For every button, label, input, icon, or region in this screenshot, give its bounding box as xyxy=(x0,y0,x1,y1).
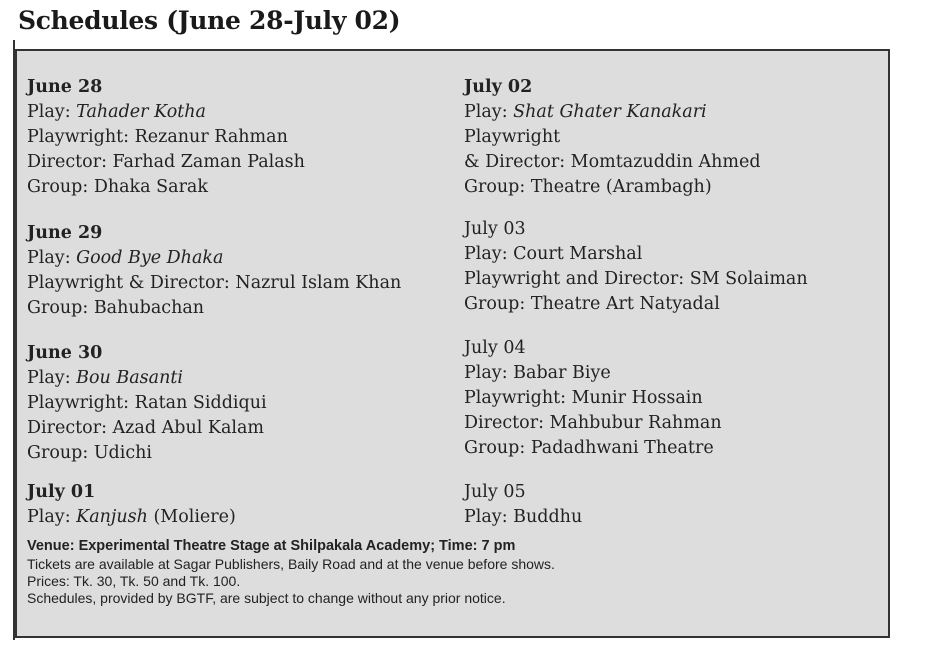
entry-line: Playwright and Director: SM Solaiman xyxy=(464,269,808,289)
entry-date: July 05 xyxy=(464,482,526,502)
entry-line: Play: Buddhu xyxy=(464,507,583,527)
tickets-line: Tickets are available at Sagar Publishers, Baily Road and at the venue before shows. xyxy=(27,556,555,572)
entry-line: Group: Bahubachan xyxy=(27,298,205,318)
play-label: Play: xyxy=(464,102,514,122)
entry-play xyxy=(27,246,401,271)
entry-date: June 28 xyxy=(27,77,103,97)
page-title: Schedules (June 28-July 02) xyxy=(18,6,401,35)
entry-play xyxy=(27,366,267,391)
play-author: (Moliere) xyxy=(147,507,236,527)
play-title: Shat Ghater Kanakari xyxy=(513,102,707,122)
schedule-entry xyxy=(27,221,401,321)
entry-date: June 29 xyxy=(27,223,103,243)
schedule-entry xyxy=(27,480,236,530)
entry-date: July 01 xyxy=(27,482,96,502)
schedule-entry xyxy=(464,75,761,200)
entry-line: & Director: Momtazuddin Ahmed xyxy=(464,152,761,172)
entry-line: Playwright & Director: Nazrul Islam Khan xyxy=(27,273,402,293)
entry-line: Group: Theatre Art Natyadal xyxy=(464,294,720,314)
entry-date: July 03 xyxy=(464,219,526,239)
schedule-entry xyxy=(27,341,267,466)
schedule-entry xyxy=(464,336,722,461)
play-label: Play: xyxy=(27,507,77,527)
entry-line: Playwright: Munir Hossain xyxy=(464,388,703,408)
schedule-box xyxy=(15,49,890,638)
play-label: Play: xyxy=(27,102,77,122)
play-title: Good Bye Dhaka xyxy=(76,248,224,268)
schedule-entry xyxy=(464,480,582,530)
play-label: Play: xyxy=(27,368,77,388)
entry-date: June 30 xyxy=(27,343,103,363)
play-title: Kanjush xyxy=(76,507,148,527)
play-label: Play: xyxy=(27,248,77,268)
entry-line: Group: Udichi xyxy=(27,443,153,463)
notice-line: Schedules, provided by BGTF, are subject to change without any prior notice. xyxy=(27,590,506,606)
entry-line: Director: Mahbubur Rahman xyxy=(464,413,722,433)
entry-play xyxy=(27,100,305,125)
entry-line: Playwright: Rezanur Rahman xyxy=(27,127,288,147)
entry-play xyxy=(27,505,236,530)
entry-date: July 02 xyxy=(464,77,533,97)
entry-line: Playwright xyxy=(464,127,561,147)
schedule-entry xyxy=(27,75,305,200)
play-title: Tahader Kotha xyxy=(76,102,206,122)
entry-line: Play: Court Marshal xyxy=(464,244,643,264)
venue-line: Venue: Experimental Theatre Stage at Shilpakala Academy; Time: 7 pm xyxy=(27,538,516,554)
entry-line: Playwright: Ratan Siddiqui xyxy=(27,393,267,413)
prices-line: Prices: Tk. 30, Tk. 50 and Tk. 100. xyxy=(27,573,241,589)
entry-line: Group: Dhaka Sarak xyxy=(27,177,208,197)
entry-date: July 04 xyxy=(464,338,526,358)
entry-line: Director: Farhad Zaman Palash xyxy=(27,152,305,172)
entry-line: Director: Azad Abul Kalam xyxy=(27,418,265,438)
schedule-footer xyxy=(27,538,555,607)
entry-line: Group: Padadhwani Theatre xyxy=(464,438,714,458)
play-title: Bou Basanti xyxy=(76,368,183,388)
entry-line: Group: Theatre (Arambagh) xyxy=(464,177,712,197)
schedule-entry xyxy=(464,217,808,317)
entry-play xyxy=(464,100,761,125)
entry-line: Play: Babar Biye xyxy=(464,363,611,383)
